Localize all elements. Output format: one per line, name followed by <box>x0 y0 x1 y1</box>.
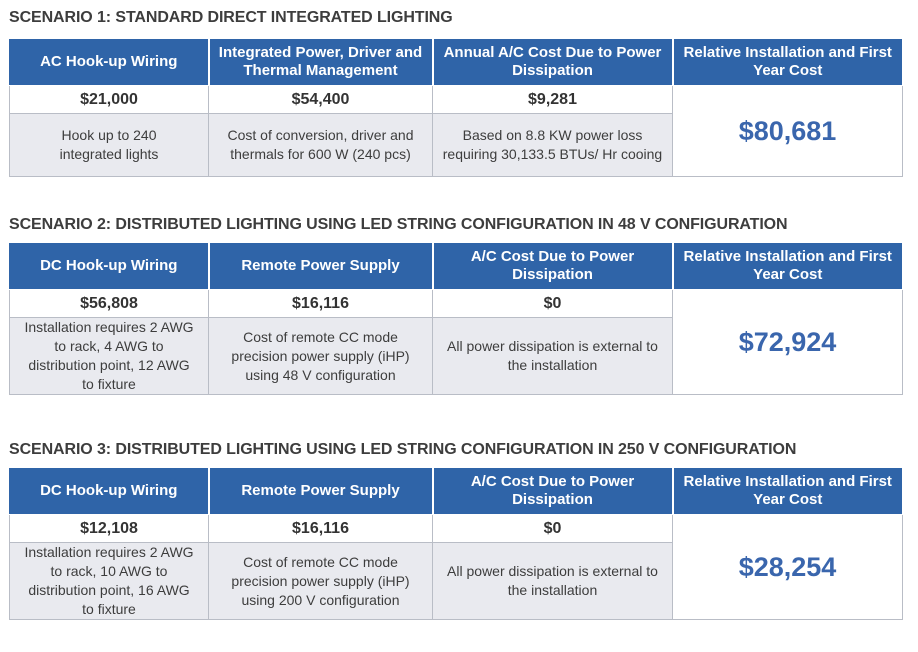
cost-cell: $16,116 <box>209 290 433 318</box>
header-cell: Annual A/C Cost Due to Power Dissipation <box>433 39 673 86</box>
header-cell: Integrated Power, Driver and Thermal Management <box>209 39 433 86</box>
cost-table <box>9 38 903 177</box>
description-cell: Cost of remote CC mode precision power supply (iHP) using 48 V configuration <box>209 318 433 395</box>
cost-cell: $12,108 <box>10 515 209 543</box>
header-cell: AC Hook-up Wiring <box>10 39 209 86</box>
header-cell: A/C Cost Due to Power Dissipation <box>433 243 673 290</box>
header-cell: Remote Power Supply <box>209 468 433 515</box>
description-cell: Installation requires 2 AWG to rack, 10 AWG to distribution point, 16 AWG to fixture <box>10 543 209 620</box>
scenario-2 <box>9 214 902 395</box>
description-cell: Cost of conversion, driver and thermals for 600 W (240 pcs) <box>209 114 433 177</box>
header-cell: Relative Installation and First Year Cost <box>673 39 903 86</box>
header-cell: DC Hook-up Wiring <box>10 243 209 290</box>
header-cell: DC Hook-up Wiring <box>10 468 209 515</box>
cost-cell: $54,400 <box>209 86 433 114</box>
description-cell: Hook up to 240 integrated lights <box>10 114 209 177</box>
header-cell: Relative Installation and First Year Cost <box>673 243 903 290</box>
header-cell: A/C Cost Due to Power Dissipation <box>433 468 673 515</box>
cost-row <box>10 515 903 543</box>
total-cost: $80,681 <box>673 86 903 177</box>
description-cell: Installation requires 2 AWG to rack, 4 AWG to distribution point, 12 AWG to fixture <box>10 318 209 395</box>
header-cell: Relative Installation and First Year Cost <box>673 468 903 515</box>
scenario-title: SCENARIO 3: DISTRIBUTED LIGHTING USING LED STRING CONFIGURATION IN 250 V CONFIGURATION <box>9 441 797 458</box>
header-row <box>10 468 903 515</box>
scenario-1 <box>9 7 902 177</box>
cost-cell: $16,116 <box>209 515 433 543</box>
header-row <box>10 243 903 290</box>
header-row <box>10 39 903 86</box>
cost-cell: $56,808 <box>10 290 209 318</box>
scenario-title: SCENARIO 2: DISTRIBUTED LIGHTING USING LED STRING CONFIGURATION IN 48 V CONFIGURATION <box>9 216 788 233</box>
description-cell: Based on 8.8 KW power loss requiring 30,133.5 BTUs/ Hr cooing <box>433 114 673 177</box>
cost-row <box>10 290 903 318</box>
description-cell: Cost of remote CC mode precision power supply (iHP) using 200 V configuration <box>209 543 433 620</box>
cost-cell: $21,000 <box>10 86 209 114</box>
description-cell: All power dissipation is external to the installation <box>433 543 673 620</box>
total-cost: $28,254 <box>673 515 903 620</box>
header-cell: Remote Power Supply <box>209 243 433 290</box>
description-cell: All power dissipation is external to the installation <box>433 318 673 395</box>
cost-table <box>9 467 903 620</box>
scenario-title: SCENARIO 1: STANDARD DIRECT INTEGRATED LIGHTING <box>9 9 453 26</box>
scenario-3 <box>9 439 902 620</box>
cost-cell: $0 <box>433 515 673 543</box>
cost-row <box>10 86 903 114</box>
cost-cell: $0 <box>433 290 673 318</box>
total-cost: $72,924 <box>673 290 903 395</box>
cost-table <box>9 242 903 395</box>
cost-cell: $9,281 <box>433 86 673 114</box>
